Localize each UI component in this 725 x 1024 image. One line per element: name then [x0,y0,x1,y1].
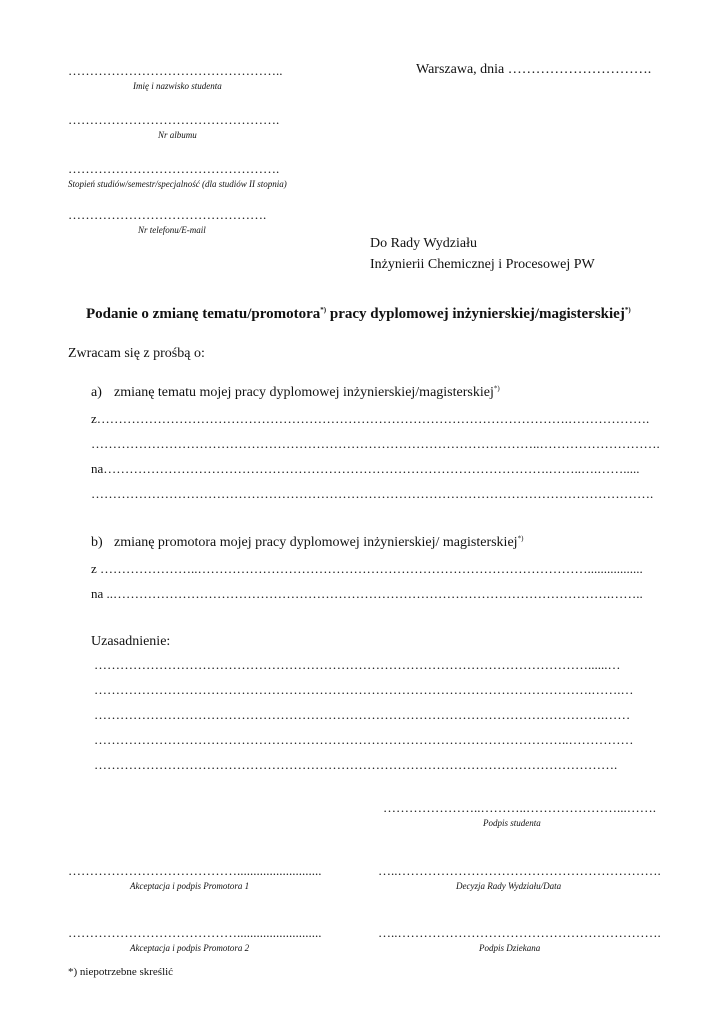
studies-caption: Stopień studiów/semestr/specjalność (dla studiów II stopnia) [68,179,287,189]
promotor-1-caption: Akceptacja i podpis Promotora 1 [130,881,250,891]
dean-signature-caption: Podpis Dziekana [479,943,541,953]
faculty-decision-caption: Decyzja Rady Wydziału/Data [456,881,562,891]
justification-line-1: ……………………………………………………………………………………………………......… [94,657,621,672]
item-b-label: b) [91,535,103,550]
item-a-label: a) [91,385,102,400]
topic-from-line: z……………………………………………………………………………………………….………………. [91,411,650,426]
promotor-1-signature-line: ………………………………….......................... [68,863,322,878]
topic-to-line-2: …………………………………………………………………………………………………………………. [91,486,654,501]
item-a-text-main: zmianę tematu mojej pracy dyplomowej inżynierskiej/magisterskiej [114,385,494,400]
justification-label: Uzasadnienie: [91,634,171,649]
promotor-2-signature-line: ………………………………….......................... [68,925,322,940]
promotor-2-caption: Akceptacja i podpis Promotora 2 [130,943,250,953]
topic-from-line-2: …………………………………………………………………………………………..………………………. [91,436,660,451]
justification-line-3: ……………………………………………………………………………………………………….…… [94,707,631,722]
title-sup-1: *) [320,306,327,314]
request-intro: Zwracam się z prośbą o: [68,346,205,361]
student-name-line: ………………………………………….. [68,63,283,78]
justification-line-4: ………………………………………………………………………………………………..…………… [94,732,634,747]
studies-line: …………………………………………. [68,161,280,176]
item-b-text [114,535,523,551]
document-title [86,306,631,323]
topic-to-line: na………………………………………………………………………………………….……..….……..... [91,461,640,476]
phone-email-line: ………………………………………. [68,207,267,222]
dean-signature-line: …..……………………………………………………. [378,925,661,940]
faculty-decision-line: …..……………………………………………………. [378,863,661,878]
item-b-sup: *) [517,534,524,543]
album-number-line: …………………………………………. [68,112,280,127]
item-b-text-main: zmianę promotora mojej pracy dyplomowej inżynierskiej/ magisterskiej [114,535,518,550]
title-rest: pracy dyplomowej inżynierskiej/magisterskiej [326,306,625,322]
item-a-text [114,385,500,401]
student-signature-caption: Podpis studenta [483,818,541,828]
album-number-caption: Nr albumu [158,130,197,140]
student-signature-line: …………………..………..…………………...……. [383,800,656,815]
phone-email-caption: Nr telefonu/E-mail [138,225,206,235]
justification-line-5: …………………………………………………………………………………………………………. [94,757,618,772]
addressee-line-2: Inżynierii Chemicznej i Procesowej PW [370,257,595,272]
promotor-to-line: na ..…………………………………………………………………………………………………….…….. [91,586,643,601]
addressee-line-1: Do Rady Wydziału [370,236,477,251]
city-date: Warszawa, dnia …………………………. [416,62,652,77]
footnote: *) niepotrzebne skreślić [68,966,174,978]
title-sup-2: *) [624,306,631,314]
justification-line-2: …………………………………………………………………………………………………….…….… [94,682,634,697]
promotor-from-line: z …………………..………………………………………………………………………………................. [91,561,643,576]
student-name-caption: Imię i nazwisko studenta [133,81,222,91]
item-a-sup: *) [493,384,500,393]
title-main: Podanie o zmianę tematu/promotora [86,306,321,322]
